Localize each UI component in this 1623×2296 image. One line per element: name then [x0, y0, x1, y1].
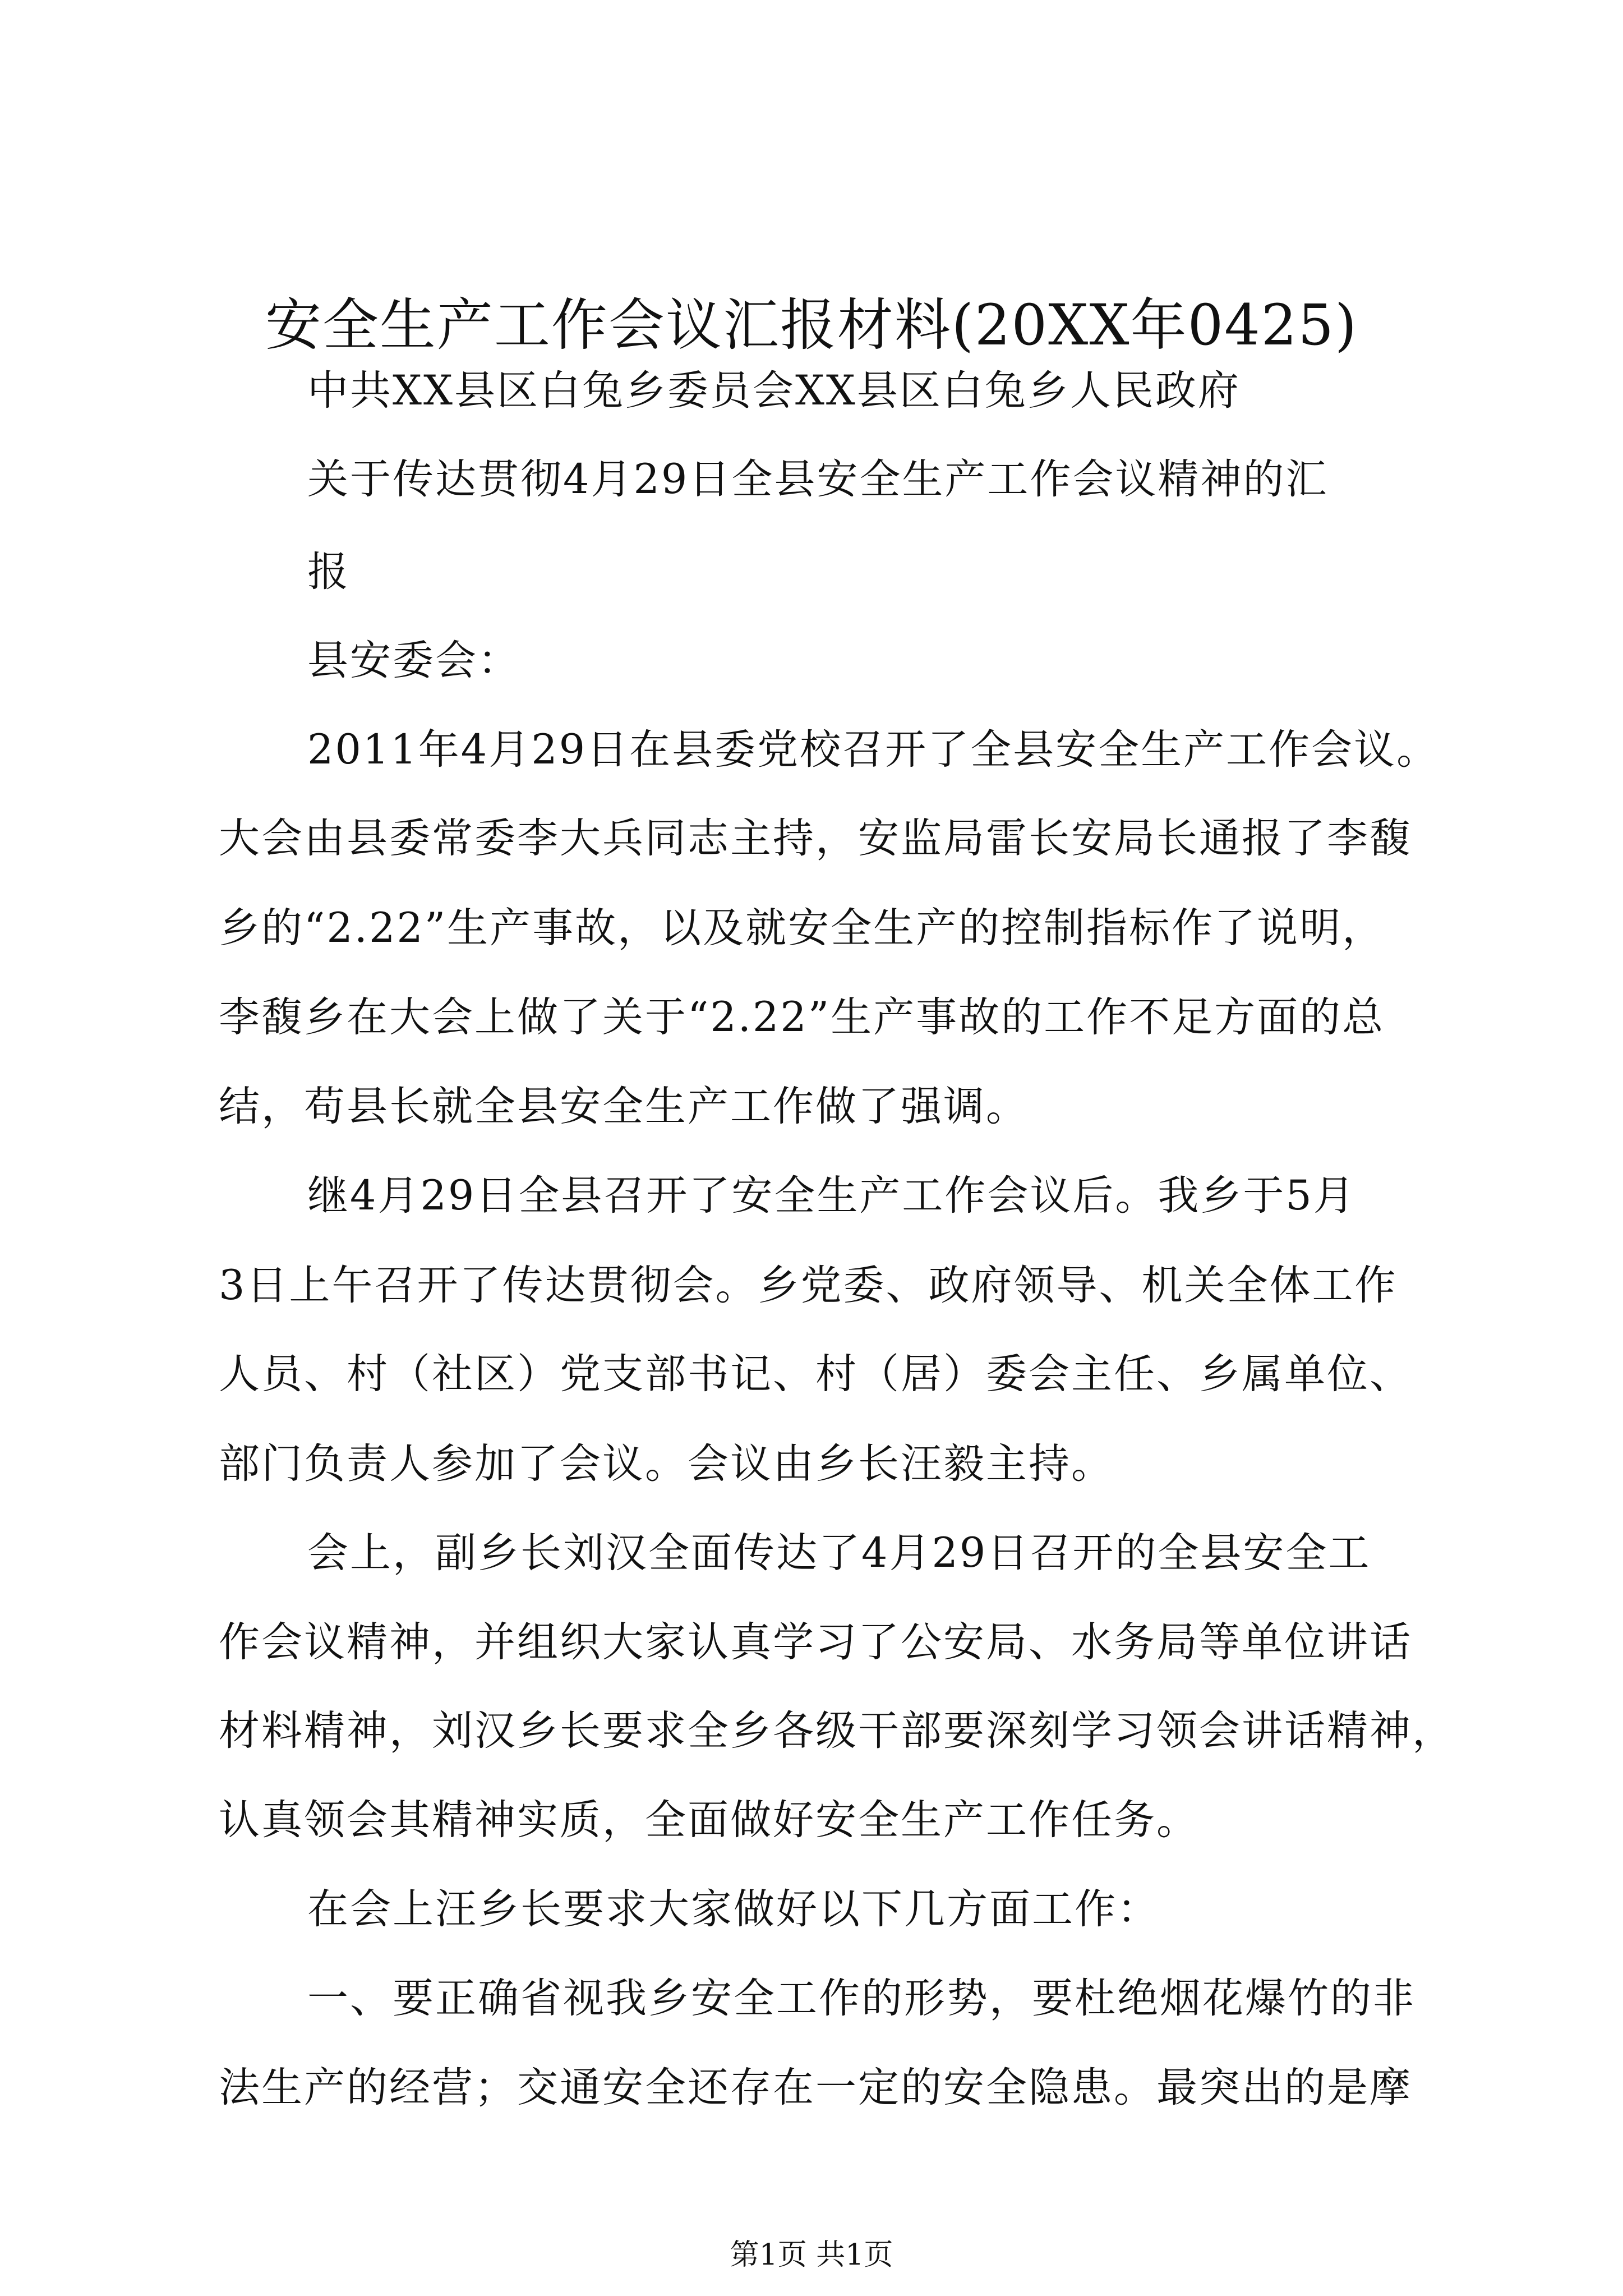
text-line-4: 县安委会：: [307, 637, 520, 684]
page-footer: 第1页 共1页: [730, 2238, 893, 2272]
text-line-20: 法生产的经营；交通安全还存在一定的安全隐患。最突出的是摩: [219, 2064, 1412, 2111]
text-line-2: 关于传达贯彻4月29日全县安全生产工作会议精神的汇: [307, 455, 1329, 503]
text-line-12: 人员、村（社区）党支部书记、村（居）委会主任、乡属单位、: [219, 1350, 1412, 1398]
text-line-10: 继4月29日全县召开了安全生产工作会议后。我乡于5月: [307, 1172, 1356, 1220]
text-line-3: 报: [307, 548, 350, 596]
text-line-5: 2011年4月29日在县委党校召开了全县安全生产工作会议。: [307, 726, 1440, 774]
text-line-1: 中共XX县区白兔乡委员会XX县区白兔乡人民政府: [307, 367, 1241, 415]
text-line-7: 乡的“2.22”生产事故，以及就安全生产的控制指标作了说明，: [219, 904, 1385, 952]
document-title: 安全生产工作会议汇报材料(20XX年0425): [265, 292, 1358, 358]
text-line-17: 认真领会其精神实质，全面做好安全生产工作任务。: [219, 1796, 1199, 1844]
text-line-9: 结，苟县长就全县安全生产工作做了强调。: [219, 1083, 1029, 1130]
text-line-19: 一、要正确省视我乡安全工作的形势，要杜绝烟花爆竹的非: [307, 1975, 1415, 2022]
text-line-11: 3日上午召开了传达贯彻会。乡党委、政府领导、机关全体工作: [219, 1262, 1398, 1309]
text-line-18: 在会上汪乡长要求大家做好以下几方面工作：: [307, 1885, 1160, 1933]
text-line-8: 李馥乡在大会上做了关于“2.22”生产事故的工作不足方面的总: [219, 993, 1385, 1041]
text-line-14: 会上，副乡长刘汉全面传达了4月29日召开的全县安全工: [307, 1529, 1371, 1577]
text-line-15: 作会议精神，并组织大家认真学习了公安局、水务局等单位讲话: [219, 1618, 1412, 1666]
text-line-6: 大会由县委常委李大兵同志主持，安监局雷长安局长通报了李馥: [219, 815, 1412, 862]
text-line-13: 部门负责人参加了会议。会议由乡长汪毅主持。: [219, 1440, 1114, 1488]
text-line-16: 材料精神，刘汉乡长要求全乡各级干部要深刻学习领会讲话精神，: [219, 1707, 1455, 1755]
